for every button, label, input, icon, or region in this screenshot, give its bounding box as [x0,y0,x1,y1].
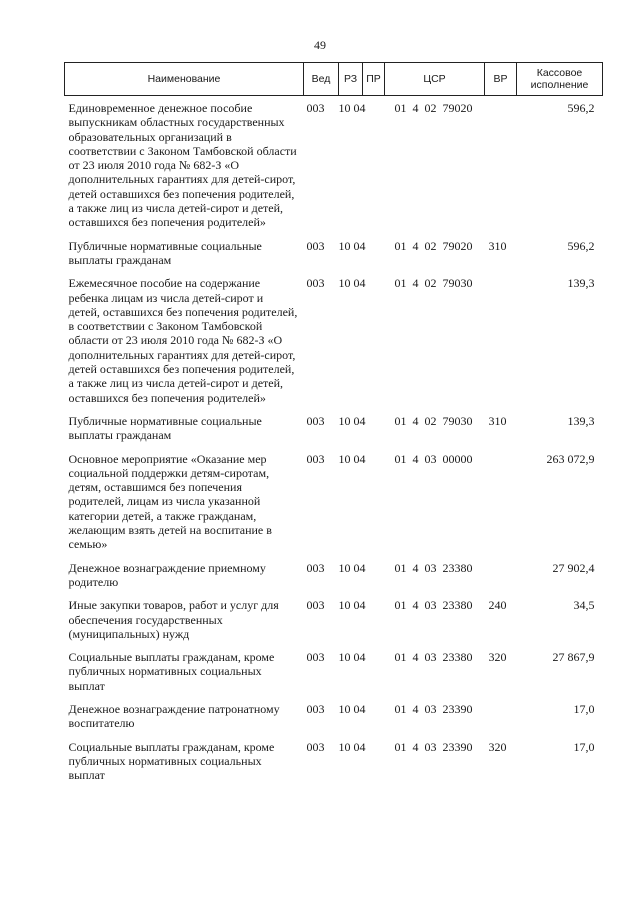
row-amount: 263 072,9 [546,451,595,466]
row-ved: 003 [306,560,325,575]
row-csr: 01 4 03 23380 [394,598,473,613]
row-rz-pr: 10 04 [338,560,366,575]
table-header [65,63,603,96]
row-name: Публичные нормативные социальные выплаты гражданам [68,238,262,267]
row-amount: 17,0 [573,739,595,754]
row-amount: 139,3 [567,413,595,428]
row-csr: 01 4 02 79020 [394,101,473,115]
table-row [65,556,603,594]
row-csr: 01 4 03 23380 [394,650,473,665]
table-body [65,96,603,787]
row-amount: 27 902,4 [552,560,595,575]
row-name: Ежемесячное пособие на содержание ребенка лицам из числа детей-сирот и детей, оставшихся без попечения родителей, в соответствии с Законом Тамбовской области от 23 июля 2010 года № 682-З «О дополнительных гарантиях для детей-сирот, детей оставшихся без попечения родителей, а также лиц из числа детей-сирот и детей, оставшихся без попечения родителей» [68,276,298,405]
row-vr: 310 [488,238,507,253]
row-csr: 01 4 02 79020 [394,238,473,253]
page-number: 49 [314,38,326,52]
row-name: Социальные выплаты гражданам, кроме публичных нормативных социальных выплат [68,650,275,693]
row-amount: 27 867,9 [552,650,595,665]
row-name: Единовременное денежное пособие выпускникам областных государственных образовательных организаций в соответствии с Законом Тамбовской области от 23 июля 2010 года № 682-З «О дополнительных гарантиях для детей-сирот, детей оставшихся без попечения родителей, а также лиц из числа детей-сирот и детей, оставшихся без попечения родителей» [68,101,297,230]
row-amount: 596,2 [567,101,595,115]
row-ved: 003 [306,701,325,716]
row-amount: 34,5 [573,598,595,613]
row-vr [485,556,517,594]
row-amount: 596,2 [567,238,595,253]
row-ved: 003 [306,650,325,665]
table-row [65,234,603,272]
row-rz-pr: 10 04 [338,413,366,428]
row-ved: 003 [306,101,325,115]
row-vr: 310 [488,413,507,428]
row-rz-pr: 10 04 [338,701,366,716]
row-vr [485,271,517,409]
row-vr: 320 [488,739,507,754]
row-ved: 003 [306,238,325,253]
header-ved: Вед [304,63,339,96]
row-csr: 01 4 03 23380 [394,560,473,575]
table-row [65,271,603,409]
row-name: Социальные выплаты гражданам, кроме публичных нормативных социальных выплат [68,739,275,783]
table-row [65,96,603,234]
row-amount: 17,0 [573,701,595,716]
row-rz-pr: 10 04 [338,739,366,754]
header-rz: РЗ [339,63,363,96]
header-name: Наименование [65,63,304,96]
row-name: Основное мероприятие «Оказание мер социальной поддержки детям-сиротам, детям, оставшимся без попечения родителей, лицам из числа указанной категории детей, а также гражданам, желающим взять детей на воспитание в семью» [68,451,272,552]
row-csr: 01 4 02 79030 [394,276,473,291]
row-ved: 003 [306,413,325,428]
header-vr: ВР [485,63,517,96]
table-row [65,447,603,556]
header-pr: ПР [363,63,385,96]
row-name: Денежное вознаграждение патронатному воспитателю [68,701,280,731]
table-row [65,593,603,645]
row-ved: 003 [306,276,325,291]
row-vr [485,447,517,556]
row-rz-pr: 10 04 [338,101,366,115]
row-ved: 003 [306,739,325,754]
budget-table [64,62,603,786]
row-ved: 003 [306,598,325,613]
row-csr: 01 4 03 00000 [394,451,473,466]
row-ved: 003 [306,451,325,466]
row-amount: 139,3 [567,276,595,291]
table-row [65,645,603,697]
row-vr [485,96,517,234]
table-row [65,697,603,735]
header-csr: ЦСР [385,63,485,96]
row-csr: 01 4 03 23390 [394,739,473,754]
row-rz-pr: 10 04 [338,451,366,466]
row-vr [485,697,517,735]
table-row [65,409,603,447]
table-row [65,735,603,787]
row-name: Денежное вознаграждение приемному родителю [68,560,266,589]
row-csr: 01 4 02 79030 [394,413,473,428]
row-rz-pr: 10 04 [338,598,366,613]
row-name: Иные закупки товаров, работ и услуг для обеспечения государственных (муниципальных) нужд [68,598,279,641]
row-rz-pr: 10 04 [338,276,366,291]
row-vr: 320 [488,650,507,665]
row-csr: 01 4 03 23390 [394,701,473,716]
row-vr: 240 [488,598,507,613]
row-rz-pr: 10 04 [338,238,366,253]
row-name: Публичные нормативные социальные выплаты гражданам [68,413,262,443]
header-amount: Кассовое исполнение [517,63,603,96]
row-rz-pr: 10 04 [338,650,366,665]
